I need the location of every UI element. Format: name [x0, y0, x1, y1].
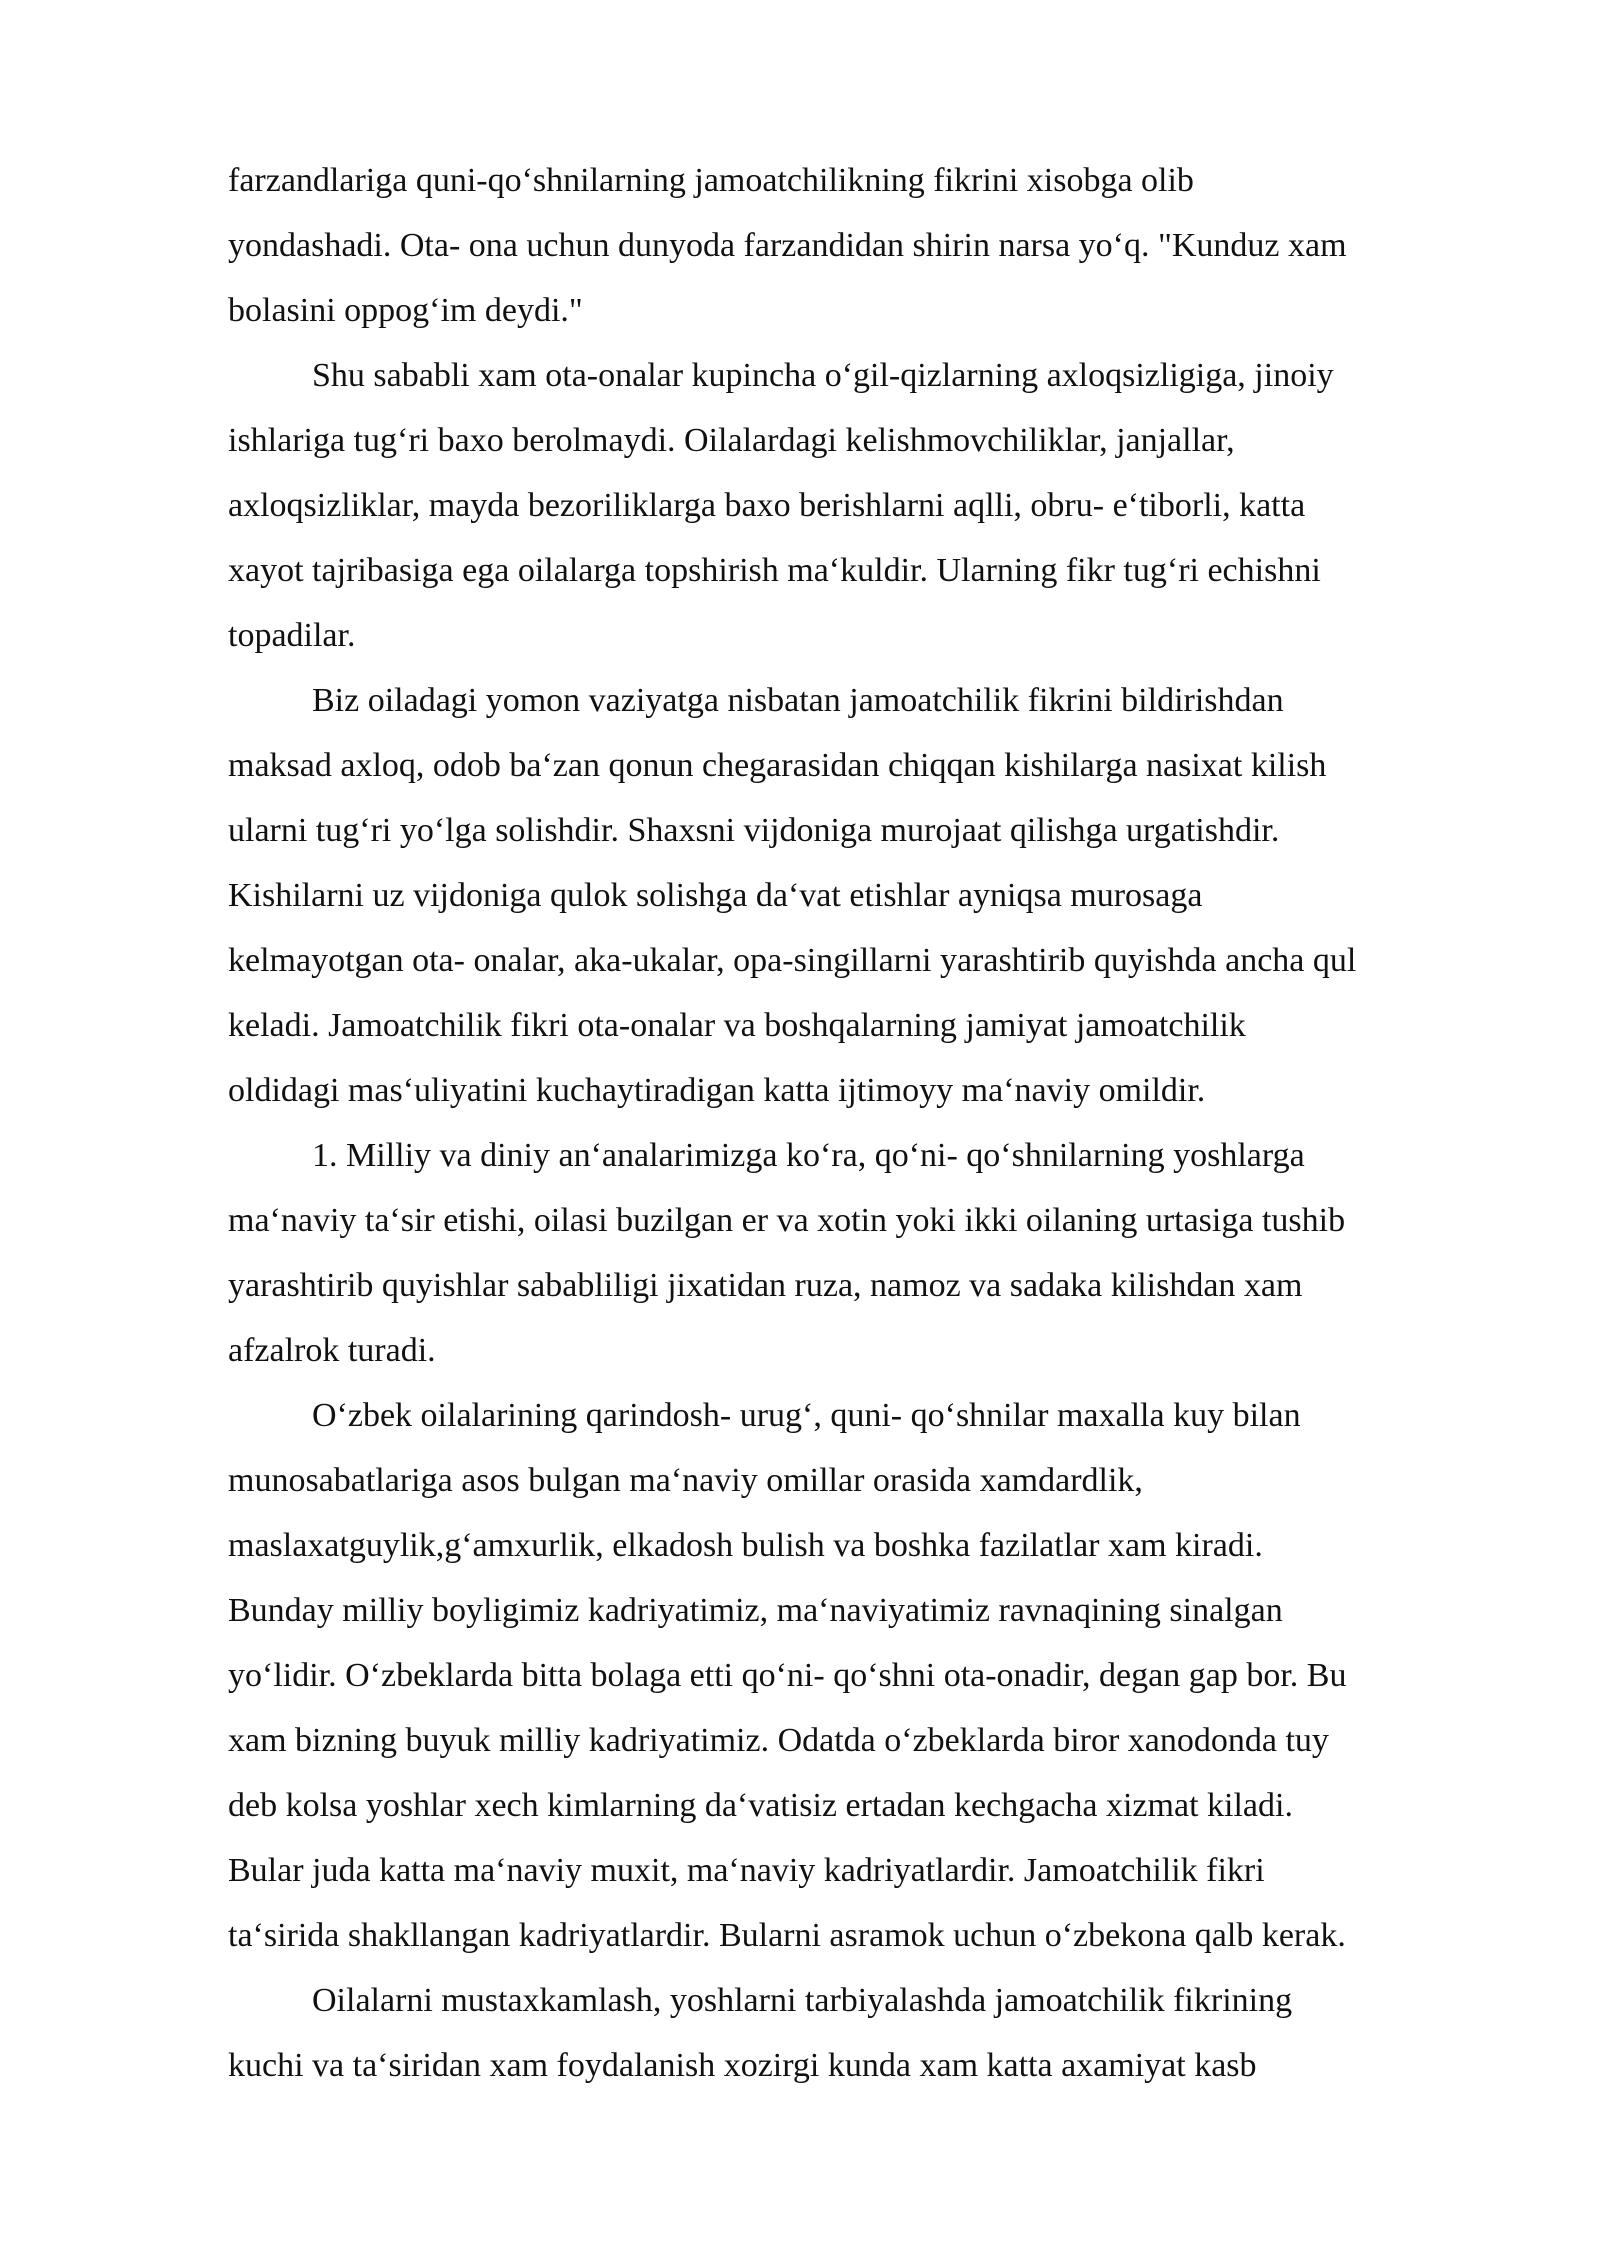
text-line: xayot tajribasiga ega oilalarga topshirish ma‘kuldir. Ularning fikr tug‘ri echishni	[228, 552, 1321, 589]
paragraph-first-line: Oilalarni mustaxkamlash, yoshlarni tarbiyalashda jamoatchilik fikrining	[312, 1982, 1293, 2019]
text-line: keladi. Jamoatchilik fikri ota-onalar va boshqalarning jamiyat jamoatchilik	[228, 1007, 1246, 1044]
text-line: farzandlariga quni-qo‘shnilarning jamoatchilikning fikrini xisobga olib	[228, 162, 1194, 199]
text-line: ma‘naviy ta‘sir etishi, oilasi buzilgan er va xotin yoki ikki oilaning urtasiga tushib	[228, 1202, 1346, 1239]
text-line: Bunday milliy boyligimiz kadriyatimiz, ma‘naviyatimiz ravnaqining sinalgan	[228, 1592, 1283, 1629]
text-line: maslaxatguylik,g‘amxurlik, elkadosh bulish va boshka fazilatlar xam kiradi.	[228, 1527, 1263, 1564]
text-line: oldidagi mas‘uliyatini kuchaytiradigan katta ijtimoyy ma‘naviy omildir.	[228, 1072, 1206, 1109]
text-line: afzalrok turadi.	[228, 1332, 436, 1369]
text-line: ishlariga tug‘ri baxo berolmaydi. Oilalardagi kelishmovchiliklar, janjallar,	[228, 422, 1235, 459]
text-line: bolasini oppog‘im deydi."	[228, 292, 583, 329]
text-line: ta‘sirida shakllangan kadriyatlardir. Bularni asramok uchun o‘zbekona qalb kerak.	[228, 1917, 1346, 1954]
text-line: maksad axloq, odob ba‘zan qonun chegarasidan chiqqan kishilarga nasixat kilish	[228, 747, 1327, 784]
text-line: munosabatlariga asos bulgan ma‘naviy omillar orasida xamdardlik,	[228, 1462, 1143, 1499]
text-line: topadilar.	[228, 617, 356, 654]
paragraph-first-line: Shu sababli xam ota-onalar kupincha o‘gil-qizlarning axloqsizligiga, jinoiy	[312, 357, 1334, 394]
text-line: yondashadi. Ota- ona uchun dunyoda farzandidan shirin narsa yo‘q. "Kunduz xam	[228, 227, 1347, 264]
document-body-text	[228, 148, 1478, 2098]
text-line: xam bizning buyuk milliy kadriyatimiz. Odatda o‘zbeklarda biror xanodonda tuy	[228, 1722, 1329, 1759]
text-line: yarashtirib quyishlar sababliligi jixatidan ruza, namoz va sadaka kilishdan xam	[228, 1267, 1303, 1304]
paragraph-first-line: Biz oiladagi yomon vaziyatga nisbatan jamoatchilik fikrini bildirishdan	[312, 682, 1284, 719]
text-line: ularni tug‘ri yo‘lga solishdir. Shaxsni vijdoniga murojaat qilishga urgatishdir.	[228, 812, 1280, 849]
text-line: Kishilarni uz vijdoniga qulok solishga da‘vat etishlar ayniqsa murosaga	[228, 877, 1203, 914]
paragraph-first-line: 1. Milliy va diniy an‘analarimizga ko‘ra, qo‘ni- qo‘shnilarning yoshlarga	[312, 1137, 1305, 1174]
text-line: deb kolsa yoshlar xech kimlarning da‘vatisiz ertadan kechgacha xizmat kiladi.	[228, 1787, 1293, 1824]
text-line: yo‘lidir. O‘zbeklarda bitta bolaga etti qo‘ni- qo‘shni ota-onadir, degan gap bor. Bu	[228, 1657, 1347, 1694]
text-line: axloqsizliklar, mayda bezoriliklarga baxo berishlarni aqlli, obru- e‘tiborli, katta	[228, 487, 1306, 524]
text-line: Bular juda katta ma‘naviy muxit, ma‘naviy kadriyatlardir. Jamoatchilik fikri	[228, 1852, 1265, 1889]
paragraph-first-line: O‘zbek oilalarining qarindosh- urug‘, quni- qo‘shnilar maxalla kuy bilan	[312, 1397, 1301, 1434]
text-line: kuchi va ta‘siridan xam foydalanish xozirgi kunda xam katta axamiyat kasb	[228, 2047, 1257, 2084]
text-line: kelmayotgan ota- onalar, aka-ukalar, opa-singillarni yarashtirib quyishda ancha qul	[228, 942, 1357, 979]
